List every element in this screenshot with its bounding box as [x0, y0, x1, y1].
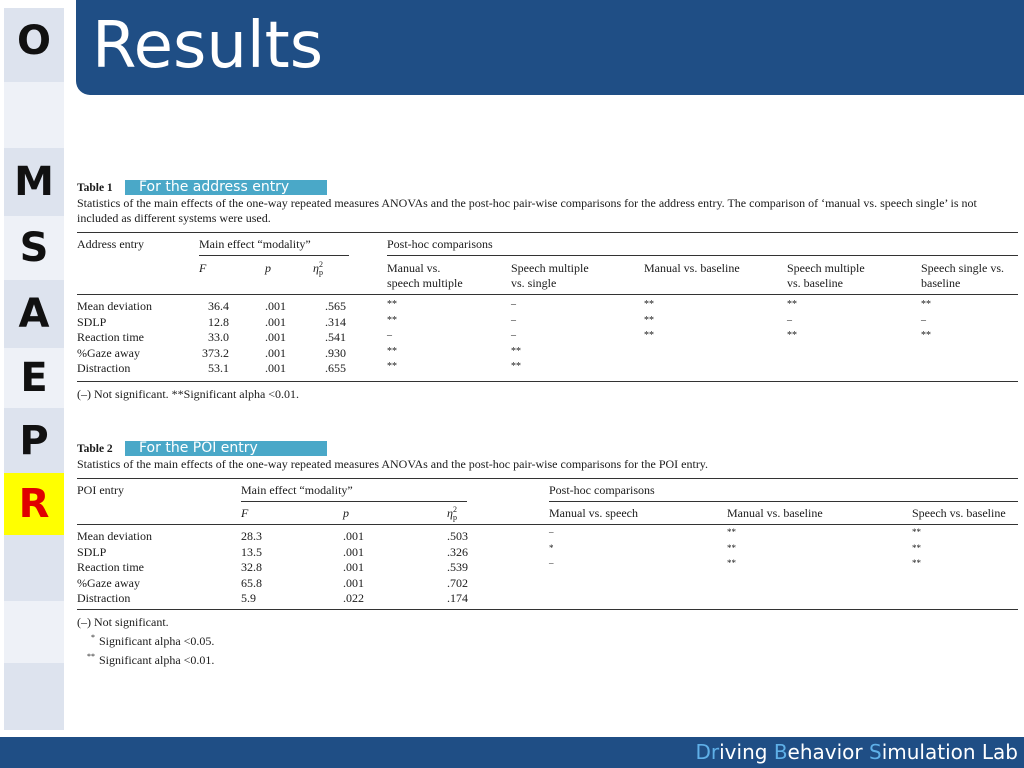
value-eta: .565	[325, 299, 346, 313]
value-eta: .539	[447, 560, 468, 574]
comparison-value: –	[549, 527, 554, 537]
comparison-value: **	[511, 345, 521, 357]
eta-superscript: 2	[452, 505, 457, 514]
comparison-value: –	[511, 314, 516, 326]
eta-symbol: η	[313, 261, 319, 275]
comparison-value: –	[921, 314, 926, 326]
eta-squared-header	[447, 502, 457, 525]
subheader-p: p	[343, 506, 349, 520]
value-f: 32.8	[241, 560, 262, 574]
comparison-header: Speech vs. baseline	[912, 506, 1006, 520]
value-p: .001	[265, 314, 286, 329]
posthoc-rule	[387, 255, 1018, 256]
value-p: .001	[265, 345, 286, 360]
row-label: Mean deviation	[77, 299, 152, 313]
brand-part: B	[773, 740, 788, 764]
table-1	[77, 180, 1018, 402]
value-p: .001	[343, 544, 364, 559]
value-p: .001	[265, 330, 286, 344]
nav-item-a[interactable]: A	[18, 291, 50, 337]
table-2-grid	[77, 478, 1018, 610]
comparison-value: **	[387, 314, 397, 326]
table-2-footnotes	[77, 614, 1018, 668]
row-label: Distraction	[77, 591, 131, 605]
comparison-header: Speech multiple	[511, 261, 589, 275]
slide-footer	[0, 737, 1024, 768]
comparison-value: **	[644, 299, 654, 310]
nav-item-o[interactable]: O	[16, 18, 51, 64]
comparison-value: **	[921, 330, 931, 341]
footnote-text: Significant alpha <0.05.	[99, 634, 215, 648]
comparison-header-line2: speech multiple	[387, 276, 463, 290]
value-p: .001	[343, 560, 364, 574]
comparison-value: –	[549, 558, 554, 568]
value-eta: .541	[325, 330, 346, 344]
comparison-value: *	[549, 542, 554, 553]
brand-part: imulation Lab	[881, 740, 1018, 764]
column-header-main-effect: Main effect “modality”	[241, 483, 353, 497]
comparison-header: Manual vs.	[387, 261, 441, 275]
value-f: 36.4	[208, 299, 229, 313]
value-eta: .702	[447, 575, 468, 590]
row-label: SDLP	[77, 544, 107, 559]
nav-item-r[interactable]: R	[4, 473, 64, 535]
table-1-caption	[77, 180, 1018, 196]
comparison-value: **	[644, 330, 654, 341]
eta-squared-header	[313, 257, 323, 280]
value-eta: .314	[325, 314, 346, 329]
footnote-line	[77, 630, 1018, 649]
value-p: .001	[343, 529, 364, 543]
row-label: Reaction time	[77, 330, 144, 344]
column-header-main-effect: Main effect “modality”	[199, 237, 311, 251]
nav-item-blank	[4, 601, 64, 663]
footnote-line	[77, 649, 1018, 668]
table-1-grid	[77, 232, 1018, 382]
value-p: .001	[265, 299, 286, 313]
value-eta: .503	[447, 529, 468, 543]
comparison-header-line2: vs. single	[511, 276, 557, 290]
column-header-posthoc: Post-hoc comparisons	[549, 483, 655, 497]
row-label: Mean deviation	[77, 529, 152, 543]
comparison-value: –	[511, 299, 516, 310]
slide-header	[76, 0, 1024, 95]
comparison-value: **	[727, 558, 736, 568]
footnote-text: Significant alpha <0.01.	[99, 653, 215, 667]
header-bottom-rule	[77, 524, 1018, 525]
value-p: .001	[265, 361, 286, 375]
comparison-value: **	[912, 527, 921, 537]
subheader-f: F	[241, 506, 249, 520]
comparison-value: **	[727, 527, 736, 537]
footnote-mark: **	[87, 652, 95, 661]
row-label: Distraction	[77, 361, 131, 375]
nav-item-blank	[4, 665, 64, 727]
value-f: 65.8	[241, 575, 262, 590]
eta-superscript: 2	[318, 260, 323, 269]
comparison-header: Manual vs. baseline	[727, 506, 823, 520]
value-eta: .930	[325, 345, 346, 360]
eta-symbol: η	[447, 506, 453, 520]
table-2-tag: For the POI entry	[125, 441, 327, 456]
comparison-value: **	[387, 299, 397, 310]
brand-part: iving	[719, 740, 774, 764]
comparison-value: –	[787, 314, 792, 326]
comparison-value: **	[387, 345, 397, 357]
table-1-footnote: (–) Not significant. **Significant alpha <0.01.	[77, 387, 300, 401]
value-p: .022	[343, 591, 364, 605]
eta-subscript: p	[452, 513, 457, 523]
row-label: %Gaze away	[77, 345, 140, 360]
value-eta: .655	[325, 361, 346, 375]
eta-subscript: p	[318, 268, 323, 278]
brand-part: ehavior	[787, 740, 869, 764]
posthoc-rule	[549, 501, 1018, 502]
footnote-mark: *	[91, 633, 95, 642]
comparison-value: **	[787, 299, 797, 310]
value-f: 28.3	[241, 529, 262, 543]
comparison-value: **	[511, 361, 521, 372]
value-f: 5.9	[241, 591, 256, 605]
comparison-value: **	[921, 299, 931, 310]
slide-title: Results	[92, 9, 324, 83]
value-eta: .174	[447, 591, 468, 605]
comparison-value: **	[912, 558, 921, 568]
value-f: 33.0	[208, 330, 229, 344]
nav-item-e[interactable]: E	[4, 348, 64, 408]
brand-part: S	[869, 740, 882, 764]
row-label: Reaction time	[77, 560, 144, 574]
table-2-label: Table 2	[77, 443, 113, 455]
table-2	[77, 441, 1018, 668]
value-eta: .326	[447, 544, 468, 559]
footnote-text: (–) Not significant.	[77, 615, 169, 629]
table-1-tag: For the address entry	[125, 180, 327, 195]
table-1-label: Table 1	[77, 182, 113, 194]
subheader-p: p	[265, 261, 271, 275]
value-f: 13.5	[241, 544, 262, 559]
brand-part: Dr	[695, 740, 720, 764]
column-header-entry: POI entry	[77, 483, 124, 497]
comparison-value: –	[511, 330, 516, 341]
comparison-header-line2: baseline	[921, 276, 961, 290]
comparison-header: Speech single vs.	[921, 261, 1004, 275]
value-f: 53.1	[208, 361, 229, 375]
nav-item-m[interactable]: M	[14, 159, 54, 205]
table-2-description: Statistics of the main effects of the one-way repeated measures ANOVAs and the post-hoc pair-wise comparisons for the POI entry.	[77, 457, 709, 471]
value-f: 12.8	[208, 314, 229, 329]
comparison-value: **	[387, 361, 397, 372]
value-p: .001	[343, 575, 364, 590]
row-label: SDLP	[77, 314, 107, 329]
nav-item-blank	[4, 537, 64, 599]
nav-item-blank	[4, 82, 64, 148]
footnote-line	[77, 614, 1018, 630]
table-1-description: Statistics of the main effects of the one-way repeated measures ANOVAs and the post-hoc pair-wise comparisons for the address entry. The comparison of ‘manual vs. speech single’ is not included as different systems were used.	[77, 196, 977, 225]
comparison-header: Speech multiple	[787, 261, 865, 275]
nav-item-p[interactable]: P	[19, 418, 49, 464]
comparison-header: Manual vs. baseline	[644, 261, 740, 275]
value-f: 373.2	[202, 345, 229, 360]
nav-item-s[interactable]: S	[4, 216, 64, 280]
comparison-value: **	[644, 314, 654, 326]
comparison-value: –	[387, 330, 392, 341]
subheader-f: F	[199, 261, 207, 275]
comparison-header: Manual vs. speech	[549, 506, 638, 520]
row-label: %Gaze away	[77, 575, 140, 590]
lab-brand	[696, 740, 1019, 764]
column-header-posthoc: Post-hoc comparisons	[387, 237, 493, 251]
comparison-value: **	[727, 542, 736, 553]
comparison-header-line2: vs. baseline	[787, 276, 843, 290]
comparison-value: **	[787, 330, 797, 341]
header-bottom-rule	[77, 294, 1018, 295]
main-effect-rule	[241, 501, 467, 502]
comparison-value: **	[912, 542, 921, 553]
main-effect-rule	[199, 255, 349, 256]
column-header-entry: Address entry	[77, 237, 144, 251]
table-2-caption	[77, 441, 1018, 457]
